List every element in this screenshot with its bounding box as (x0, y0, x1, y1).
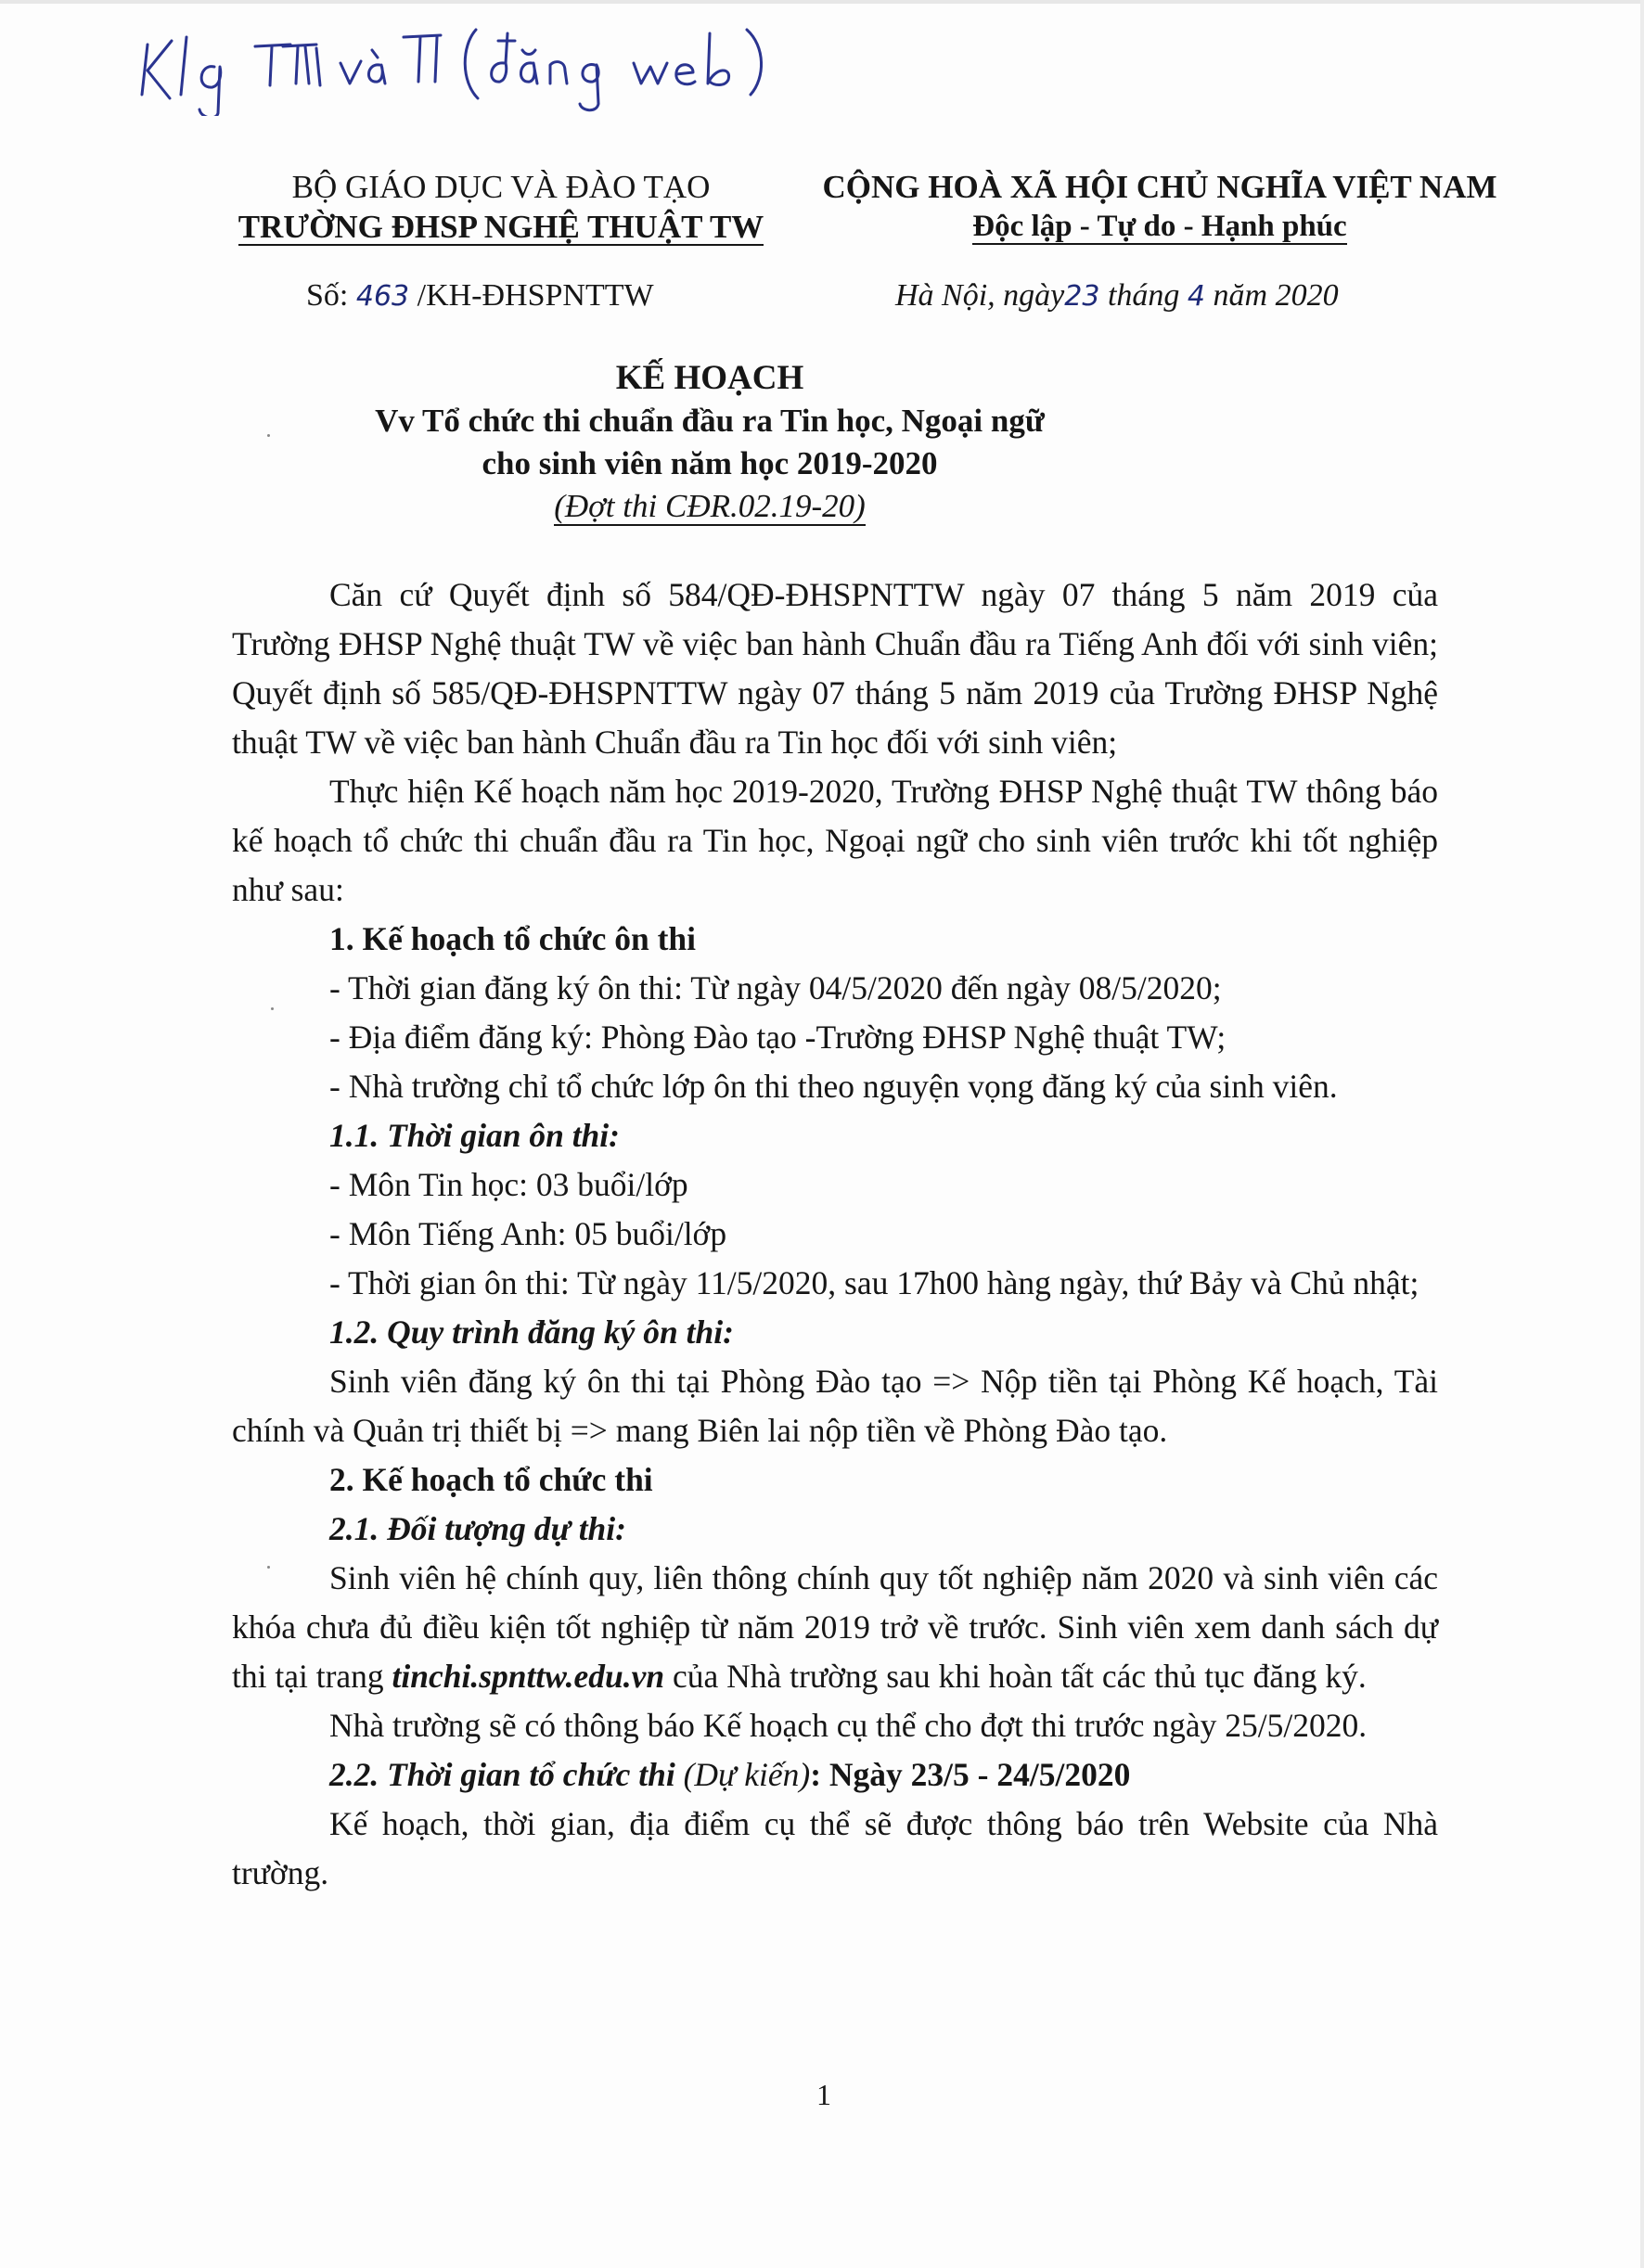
section-2-2-note: (Dự kiến) (683, 1756, 811, 1793)
scan-speck (267, 434, 270, 437)
paragraph-implementation: Thực hiện Kế hoạch năm học 2019-2020, Trường ĐHSP Nghệ thuật TW thông báo kế hoạch tổ chức thi chuẩn đầu ra Tin học, Ngoại ngữ cho sinh viên trước khi tốt nghiệp như sau: (232, 773, 1438, 908)
section-1-item-class-note: - Nhà trường chỉ tổ chức lớp ôn thi theo nguyện vọng đăng ký của sinh viên. (329, 1068, 1338, 1105)
section-1-2-paragraph: Sinh viên đăng ký ôn thi tại Phòng Đào tạo => Nộp tiền tại Phòng Kế hoạch, Tài chính và Quản trị thiết bị => mang Biên lai nộp tiền về Phòng Đào tạo. (232, 1363, 1438, 1449)
docno-prefix: Số: (306, 278, 349, 313)
scan-edge-right (1640, 0, 1644, 2268)
school-name: TRƯỜNG ĐHSP NGHỆ THUẬT TW (238, 209, 764, 245)
docno-suffix: /KH-ĐHSPNTTW (417, 278, 654, 313)
document-number (306, 278, 654, 314)
section-1-1-item-english: - Môn Tiếng Anh: 05 buổi/lớp (329, 1215, 727, 1252)
section-2-2-paragraph: Kế hoạch, thời gian, địa điểm cụ thể sẽ được thông báo trên Website của Nhà trường. (232, 1805, 1438, 1891)
title-subject-line-2: cho sinh viên năm học 2019-2020 (482, 445, 938, 481)
section-2-1-text-b: của Nhà trường sau khi hoàn tất các thủ tục đăng ký. (664, 1658, 1367, 1695)
round-close: ) (854, 488, 866, 524)
section-1-item-registration-place: - Địa điểm đăng ký: Phòng Đào tạo -Trường ĐHSP Nghệ thuật TW; (329, 1019, 1227, 1056)
section-2-1-notice: Nhà trường sẽ có thông báo Kế hoạch cụ thể cho đợt thi trước ngày 25/5/2020. (329, 1707, 1368, 1744)
section-2-1-paragraph (232, 1554, 1438, 1701)
round-code: Đợt thi CĐR.02.19-20 (564, 488, 855, 524)
section-2-1-heading: 2.1. Đối tượng dự thi: (329, 1510, 626, 1547)
date-year: năm 2020 (1213, 278, 1339, 313)
ministry-name: BỘ GIÁO DỤC VÀ ĐÀO TẠO (291, 169, 711, 205)
scan-speck (271, 1007, 274, 1010)
republic-name: CỘNG HOÀ XÃ HỘI CHỦ NGHĨA VIỆT NAM (822, 169, 1497, 205)
section-2-2-label: 2.2. Thời gian tổ chức thi (329, 1756, 675, 1793)
section-2-2-heading (232, 1750, 1438, 1800)
national-motto: Độc lập - Tự do - Hạnh phúc (972, 210, 1347, 243)
scan-edge-top (0, 0, 1644, 4)
document-body (232, 570, 1438, 1898)
round-open: ( (554, 488, 565, 524)
date-day-handwritten: 23 (1064, 280, 1100, 313)
date-month-label: tháng (1107, 278, 1180, 313)
handwritten-note (135, 9, 803, 116)
agency-header (186, 167, 816, 247)
section-1-item-registration-time: - Thời gian đăng ký ôn thi: Từ ngày 04/5/2020 đến ngày 08/5/2020; (329, 969, 1222, 1006)
date-place: Hà Nội, ngày (895, 278, 1065, 313)
section-2-2-colon: : (810, 1756, 822, 1793)
section-1-1-item-it: - Môn Tin học: 03 buổi/lớp (329, 1166, 688, 1203)
section-1-1-heading: 1.1. Thời gian ôn thi: (329, 1117, 620, 1154)
section-2-1-text-a: Sinh viên hệ chính quy, liên thông chính quy tốt nghiệp năm 2020 và sinh viên các khóa chưa đủ điều kiện tốt nghiệp từ năm 2019 trở về trước. Sinh viên xem danh sách dự thi tại trang (232, 1559, 1438, 1695)
exam-round (186, 485, 1234, 528)
scan-speck (267, 1566, 270, 1569)
title-heading: KẾ HOẠCH (615, 359, 804, 397)
section-2-heading: 2. Kế hoạch tổ chức thi (329, 1461, 653, 1498)
exam-list-website: tinchi.spnttw.edu.vn (392, 1658, 665, 1695)
national-header (798, 167, 1522, 247)
page-number: 1 (816, 2078, 831, 2111)
issue-date (895, 278, 1339, 314)
date-month-handwritten: 4 (1187, 280, 1206, 313)
section-1-1-item-schedule: - Thời gian ôn thi: Từ ngày 11/5/2020, sau 17h00 hàng ngày, thứ Bảy và Chủ nhật; (329, 1264, 1419, 1301)
section-1-2-heading: 1.2. Quy trình đăng ký ôn thi: (329, 1313, 734, 1351)
document-title (186, 357, 1234, 528)
section-2-2-dates: Ngày 23/5 - 24/5/2020 (828, 1756, 1131, 1793)
docno-handwritten: 463 (355, 280, 410, 313)
title-subject-line-1: Vv Tổ chức thi chuẩn đầu ra Tin học, Ngoại ngữ (375, 403, 1045, 439)
section-1-heading: 1. Kế hoạch tổ chức ôn thi (329, 920, 697, 957)
paragraph-legal-basis: Căn cứ Quyết định số 584/QĐ-ĐHSPNTTW ngày 07 tháng 5 năm 2019 của Trường ĐHSP Nghệ thuật TW về việc ban hành Chuẩn đầu ra Tiếng Anh đối với sinh viên; Quyết định số 585/QĐ-ĐHSPNTTW ngày 07 tháng 5 năm 2019 của Trường ĐHSP Nghệ thuật TW về việc ban hành Chuẩn đầu ra Tin học đối với sinh viên; (232, 576, 1438, 761)
